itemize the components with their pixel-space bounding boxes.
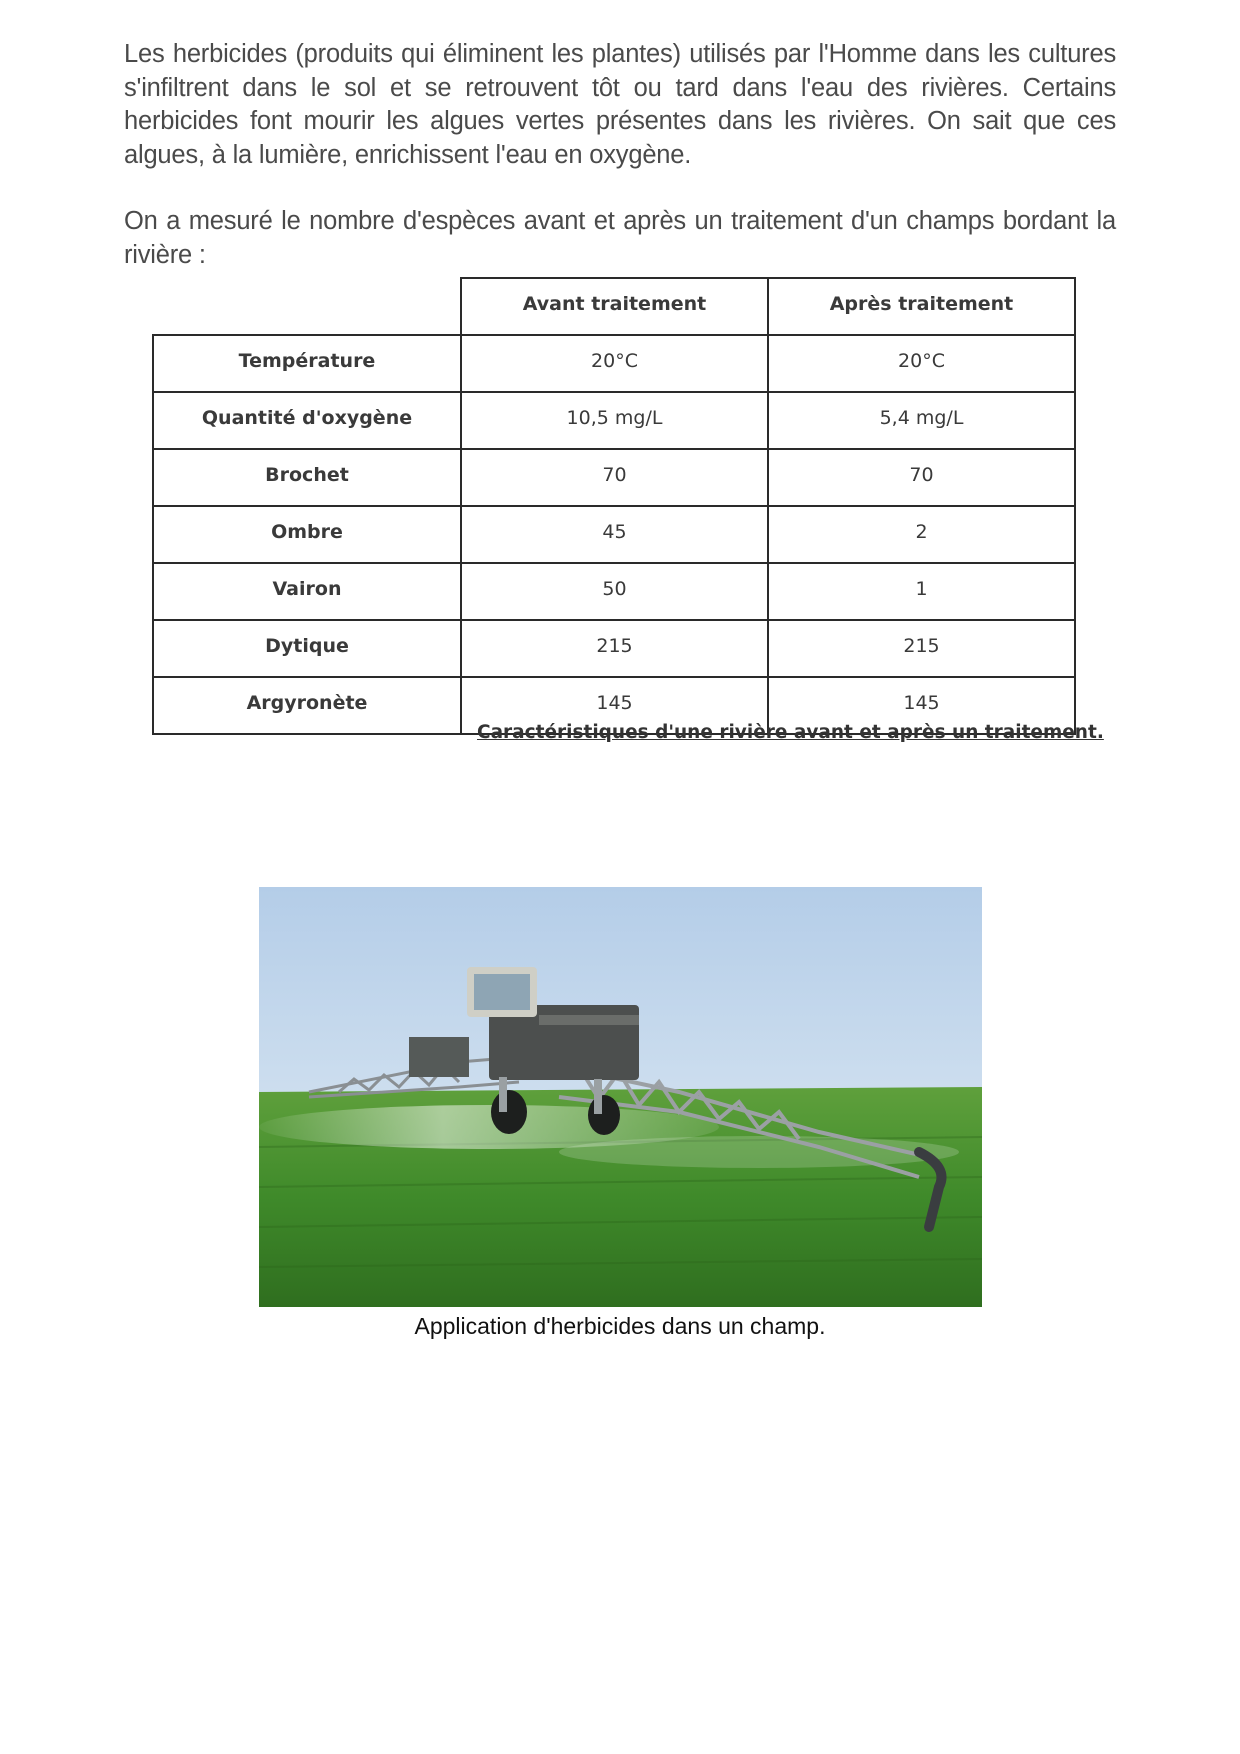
cell-before: 70	[461, 449, 768, 506]
cell-before: 10,5 mg/L	[461, 392, 768, 449]
row-label-temperature: Température	[153, 335, 461, 392]
herbicide-sprayer-photo	[259, 887, 982, 1307]
river-characteristics-table	[152, 277, 1076, 735]
table-row	[153, 392, 1075, 449]
table-row	[153, 506, 1075, 563]
table-caption: Caractéristiques d'une rivière avant et après un traitement.	[477, 722, 1104, 743]
header-after-treatment: Après traitement	[768, 278, 1075, 335]
table-header-row	[153, 278, 1075, 335]
header-before-treatment: Avant traitement	[461, 278, 768, 335]
row-label-brochet: Brochet	[153, 449, 461, 506]
cell-after: 215	[768, 620, 1075, 677]
cell-after: 1	[768, 563, 1075, 620]
intro-paragraph-2: On a mesuré le nombre d'espèces avant et après un traitement d'un champs bordant la rivière :	[124, 207, 1116, 269]
table-row	[153, 563, 1075, 620]
row-label-oxygen: Quantité d'oxygène	[153, 392, 461, 449]
cell-after: 145	[768, 677, 1075, 734]
intro-paragraph-1: Les herbicides (produits qui éliminent les plantes) utilisés par l'Homme dans les cultures s'infiltrent dans le sol et se retrouvent tôt ou tard dans l'eau des rivières. Certains herbicides font mourir les algues vertes présentes dans les rivières. On sait que ces algues, à la lumière, enrichissent l'eau en oxygène.	[124, 40, 1116, 169]
table-row	[153, 335, 1075, 392]
cell-after: 5,4 mg/L	[768, 392, 1075, 449]
photo-caption: Application d'herbicides dans un champ.	[414, 1313, 826, 1339]
row-label-argyronete: Argyronète	[153, 677, 461, 734]
table-row	[153, 449, 1075, 506]
cell-after: 2	[768, 506, 1075, 563]
cell-before: 50	[461, 563, 768, 620]
row-label-vairon: Vairon	[153, 563, 461, 620]
cell-after: 70	[768, 449, 1075, 506]
row-label-dytique: Dytique	[153, 620, 461, 677]
cell-after: 20°C	[768, 335, 1075, 392]
table-corner-cell	[153, 278, 461, 335]
table-row	[153, 620, 1075, 677]
row-label-ombre: Ombre	[153, 506, 461, 563]
cell-before: 145	[461, 677, 768, 734]
cell-before: 215	[461, 620, 768, 677]
cell-before: 20°C	[461, 335, 768, 392]
cell-before: 45	[461, 506, 768, 563]
